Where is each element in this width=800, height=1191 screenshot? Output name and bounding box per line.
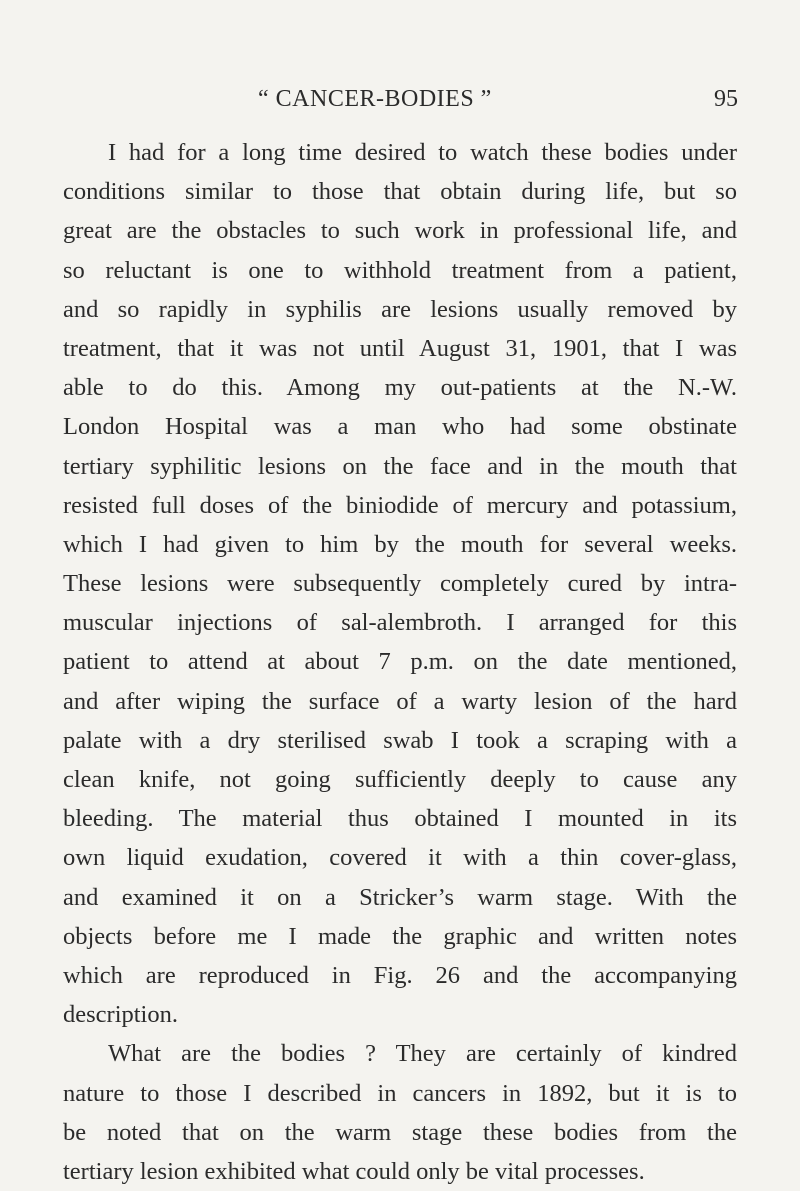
text-line: conditions similar to those that obtain during life, but so bbox=[63, 178, 737, 206]
text-line: objects before me I made the graphic and written notes bbox=[63, 922, 737, 950]
text-line: bleeding. The material thus obtained I mounted in its bbox=[63, 805, 737, 833]
page-number: 95 bbox=[714, 86, 738, 112]
text-line: description. bbox=[63, 1001, 178, 1029]
text-line: I had for a long time desired to watch these bodies under bbox=[108, 139, 737, 166]
text-line: London Hospital was a man who had some obstinate bbox=[63, 413, 737, 441]
body-text bbox=[63, 133, 737, 1191]
text-line: These lesions were subsequently completely cured by intra- bbox=[63, 570, 737, 598]
text-line: muscular injections of sal-alembroth. I arranged for this bbox=[63, 609, 737, 637]
text-line: be noted that on the warm stage these bodies from the bbox=[63, 1118, 737, 1146]
text-line: clean knife, not going sufficiently deeply to cause any bbox=[63, 766, 737, 793]
text-line: which are reproduced in Fig. 26 and the accompanying bbox=[63, 961, 737, 989]
text-line: nature to those I described in cancers in 1892, but it is to bbox=[63, 1079, 737, 1107]
text-line: resisted full doses of the biniodide of mercury and potassium, bbox=[63, 491, 737, 519]
text-line: which I had given to him by the mouth for several weeks. bbox=[63, 530, 737, 558]
text-line: own liquid exudation, covered it with a thin cover-glass, bbox=[63, 844, 737, 872]
paragraph-1 bbox=[63, 133, 737, 1034]
paragraph-2 bbox=[63, 1034, 737, 1191]
text-line: palate with a dry sterilised swab I took a scraping with a bbox=[63, 726, 737, 754]
text-line: patient to attend at about 7 p.m. on the date mentioned, bbox=[63, 648, 737, 676]
text-line: great are the obstacles to such work in professional life, and bbox=[63, 217, 737, 245]
running-title: “ CANCER-BODIES ” bbox=[258, 86, 492, 112]
text-line: What are the bodies ? They are certainly of kindred bbox=[108, 1040, 737, 1068]
text-line: and so rapidly in syphilis are lesions usually removed by bbox=[63, 295, 737, 323]
text-line: and examined it on a Stricker’s warm stage. With the bbox=[63, 883, 737, 911]
text-line: tertiary lesion exhibited what could only be vital processes. bbox=[63, 1157, 645, 1185]
text-line: treatment, that it was not until August 31, 1901, that I was bbox=[63, 334, 737, 362]
text-line: and after wiping the surface of a warty lesion of the hard bbox=[63, 687, 737, 715]
running-head bbox=[0, 86, 800, 122]
text-line: tertiary syphilitic lesions on the face and in the mouth that bbox=[63, 452, 737, 480]
text-line: so reluctant is one to withhold treatment from a patient, bbox=[63, 256, 737, 284]
text-line: able to do this. Among my out-patients at the N.-W. bbox=[63, 374, 737, 402]
